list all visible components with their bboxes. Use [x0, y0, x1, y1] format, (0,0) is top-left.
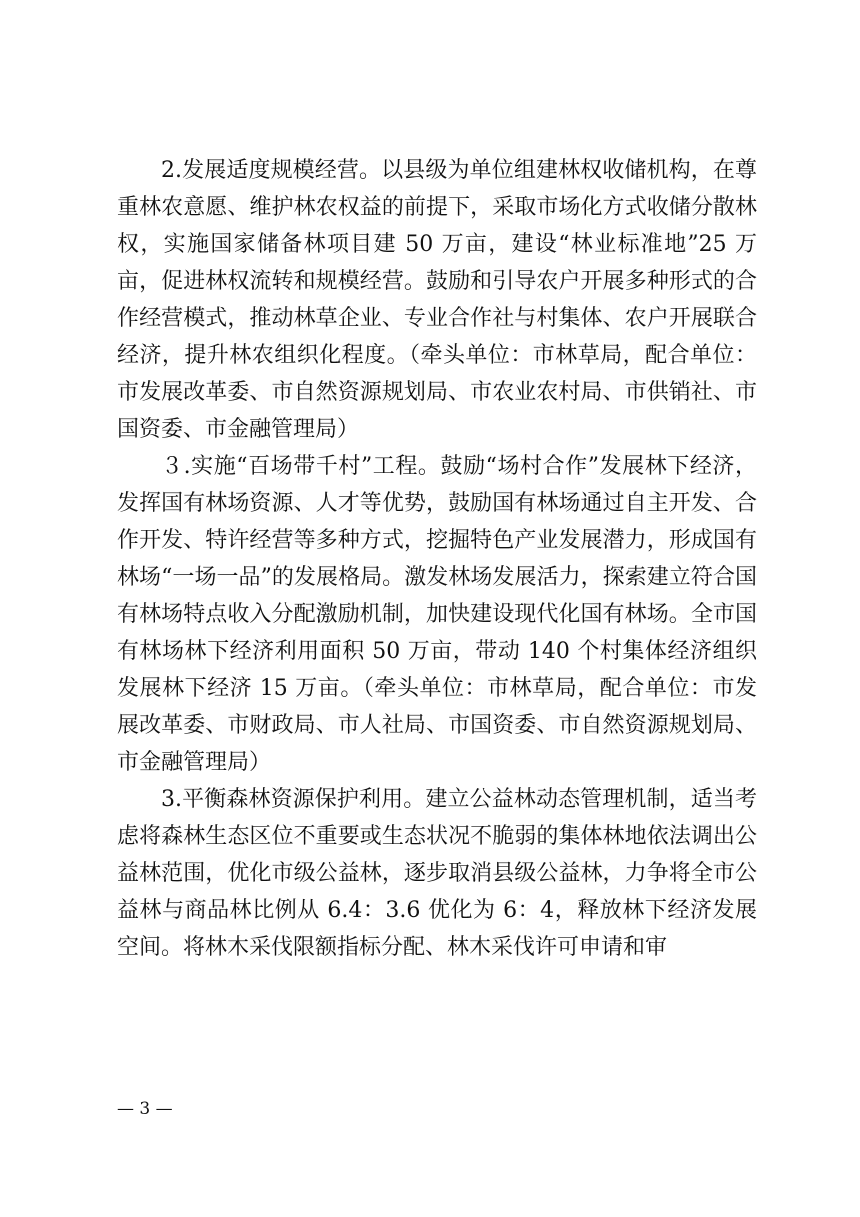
paragraph-hundred-farms-thousand-villages: ３.实施“百场带千村”工程。鼓励“场村合作”发展林下经济，发挥国有林场资源、人才等优势，鼓励国有林场通过自主开发、合作开发、特许经营等多种方式，挖掘特色产业发展潜力，形成国有林场“一场一品”的发展格局。激发林场发展活力，探索建立符合国有林场特点收入分配激励机制，加快建设现代化国有林场。全市国有林场林下经济利用面积 50 万亩，带动 140 个村集体经济组织发展林下经济 15 万亩。（牵头单位：市林草局，配合单位：市发展改革委、市财政局、市人社局、市国资委、市自然资源规划局、市金融管理局） — [117, 454, 757, 775]
body-text — [117, 152, 757, 966]
paragraph-moderate-scale-operation: 2.发展适度规模经营。以县级为单位组建林权收储机构，在尊重林农意愿、维护林农权益的前提下，采取市场化方式收储分散林权，实施国家储备林项目建 50 万亩，建设“林业标准地”25 万亩，促进林权流转和规模经营。鼓励和引导农户开展多种形式的合作经营模式，推动林草企业、专业合作社与村集体、农户开展联合经济，提升林农组织化程度。（牵头单位：市林草局，配合单位：市发展改革委、市自然资源规划局、市农业农村局、市供销社、市国资委、市金融管理局） — [117, 158, 757, 442]
paragraph-forest-resource-balance: 3.平衡森林资源保护利用。建立公益林动态管理机制，适当考虑将森林生态区位不重要或生态状况不脆弱的集体林地依法调出公益林范围，优化市级公益林，逐步取消县级公益林，力争将全市公益林与商品林比例从 6.4：3.6 优化为 6：4，释放林下经济发展空间。将林木采伐限额指标分配、林木采伐许可申请和审 — [117, 787, 757, 960]
page-number: — 3 — — [117, 1099, 173, 1119]
